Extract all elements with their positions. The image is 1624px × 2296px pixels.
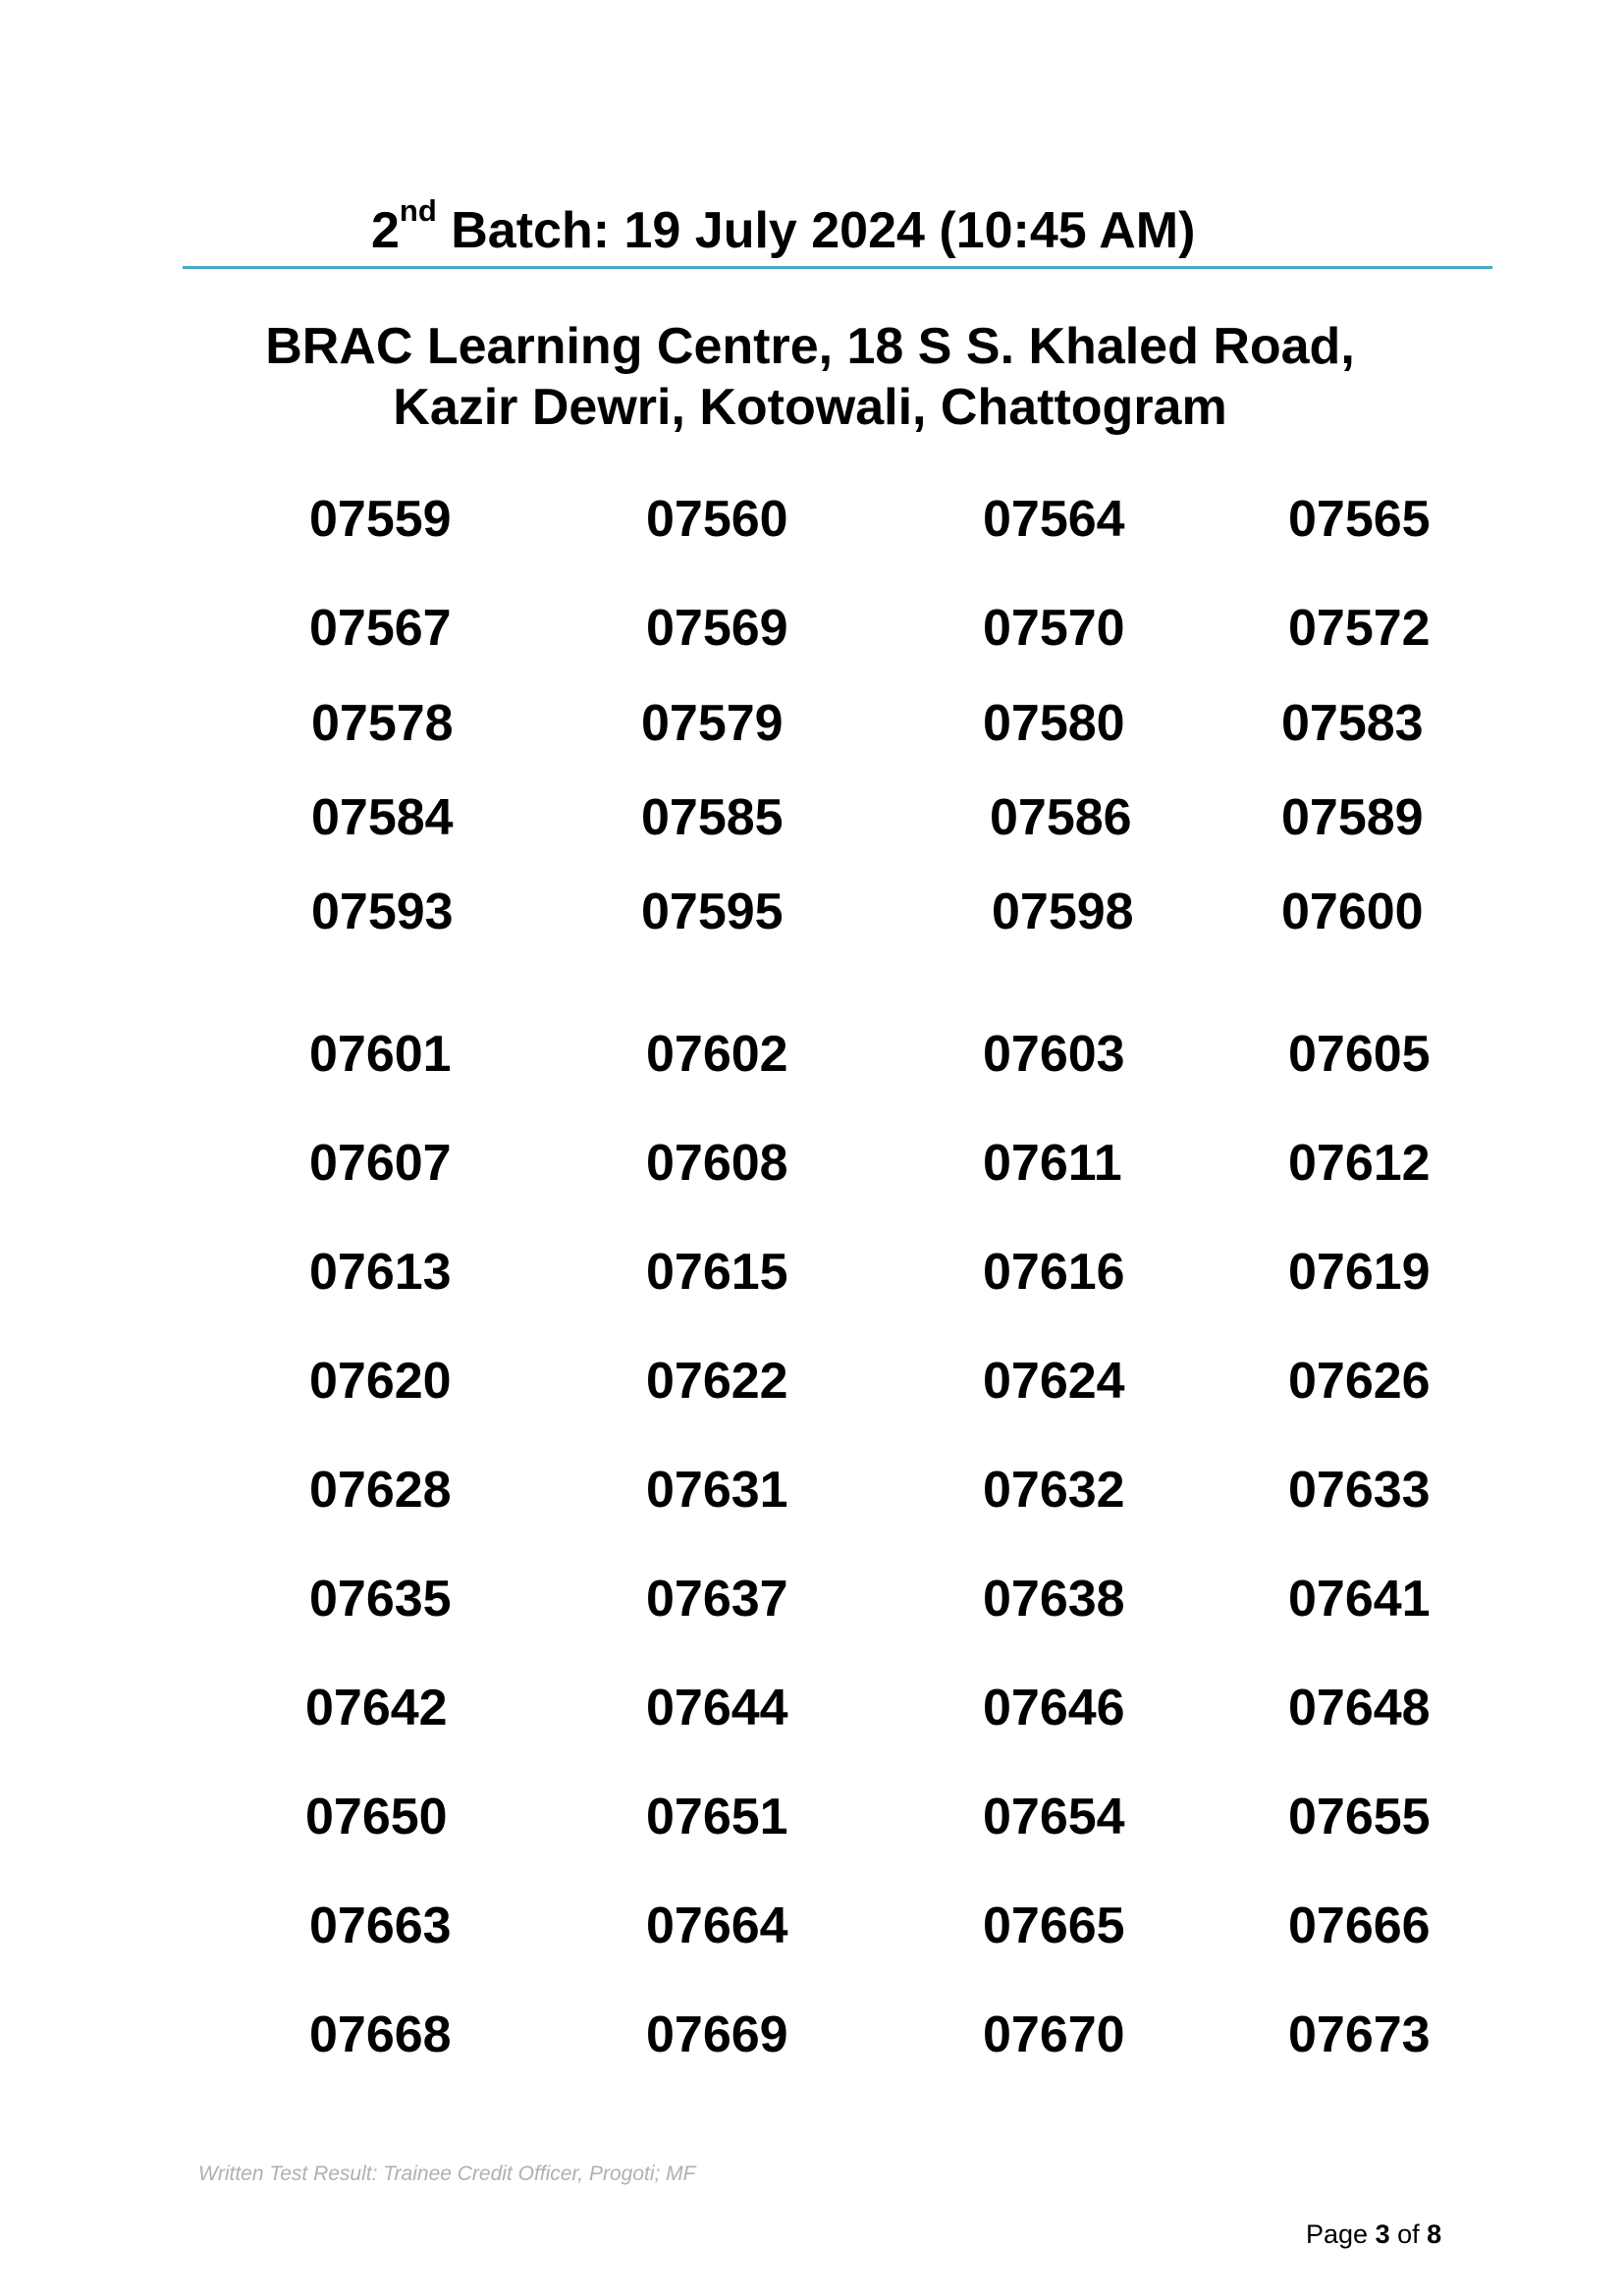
roll-number: 07615 <box>646 1244 788 1301</box>
roll-number: 07605 <box>1288 1026 1431 1083</box>
footer-note: Written Test Result: Trainee Credit Officer, Progoti; MF <box>198 2163 696 2185</box>
roll-number: 07572 <box>1288 600 1431 657</box>
roll-number: 07607 <box>309 1135 452 1192</box>
roll-number: 07600 <box>1281 883 1424 940</box>
roll-number: 07583 <box>1281 695 1424 752</box>
roll-number: 07654 <box>983 1789 1125 1845</box>
roll-number: 07585 <box>641 789 784 846</box>
roll-number: 07579 <box>641 695 784 752</box>
roll-number: 07669 <box>646 2006 788 2063</box>
roll-number: 07626 <box>1288 1353 1431 1410</box>
roll-number: 07637 <box>646 1571 788 1628</box>
roll-number: 07616 <box>983 1244 1125 1301</box>
roll-number: 07648 <box>1288 1680 1431 1736</box>
roll-number: 07665 <box>983 1897 1125 1954</box>
roll-number: 07570 <box>983 600 1125 657</box>
roll-number: 07589 <box>1281 789 1424 846</box>
title-divider <box>183 266 1492 269</box>
roll-number: 07565 <box>1288 491 1431 548</box>
roll-number: 07673 <box>1288 2006 1431 2063</box>
page-number: Page 3 of 8 <box>1306 2219 1442 2249</box>
roll-number: 07646 <box>983 1680 1125 1736</box>
roll-number: 07620 <box>309 1353 452 1410</box>
roll-number: 07624 <box>983 1353 1125 1410</box>
roll-number: 07651 <box>646 1789 788 1845</box>
roll-number: 07650 <box>305 1789 448 1845</box>
roll-number: 07644 <box>646 1680 788 1736</box>
roll-number: 07603 <box>983 1026 1125 1083</box>
roll-number: 07633 <box>1288 1462 1431 1519</box>
roll-number: 07612 <box>1288 1135 1431 1192</box>
batch-number: 2 <box>371 202 400 259</box>
roll-number: 07628 <box>309 1462 452 1519</box>
roll-number: 07666 <box>1288 1897 1431 1954</box>
roll-number: 07564 <box>983 491 1125 548</box>
roll-number: 07578 <box>311 695 454 752</box>
batch-ordinal-suffix: nd <box>399 193 437 228</box>
roll-number: 07638 <box>983 1571 1125 1628</box>
roll-number: 07595 <box>641 883 784 940</box>
venue-line-1: BRAC Learning Centre, 18 S S. Khaled Road, <box>265 318 1355 375</box>
roll-number: 07668 <box>309 2006 452 2063</box>
roll-number: 07655 <box>1288 1789 1431 1845</box>
roll-number: 07608 <box>646 1135 788 1192</box>
roll-number: 07598 <box>992 883 1134 940</box>
roll-number: 07631 <box>646 1462 788 1519</box>
venue-address <box>0 316 1624 438</box>
page-total: 8 <box>1427 2219 1442 2249</box>
roll-number: 07559 <box>309 491 452 548</box>
roll-number: 07567 <box>309 600 452 657</box>
roll-number: 07613 <box>309 1244 452 1301</box>
roll-number: 07619 <box>1288 1244 1431 1301</box>
roll-number: 07586 <box>990 789 1132 846</box>
batch-title <box>371 193 1624 260</box>
roll-number: 07611 <box>983 1135 1122 1192</box>
roll-number: 07560 <box>646 491 788 548</box>
roll-number: 07602 <box>646 1026 788 1083</box>
roll-number: 07569 <box>646 600 788 657</box>
roll-number: 07670 <box>983 2006 1125 2063</box>
batch-date-time: Batch: 19 July 2024 (10:45 AM) <box>436 202 1196 259</box>
roll-number: 07632 <box>983 1462 1125 1519</box>
roll-number: 07642 <box>305 1680 448 1736</box>
roll-number: 07663 <box>309 1897 452 1954</box>
roll-number: 07641 <box>1288 1571 1431 1628</box>
page-current: 3 <box>1375 2219 1390 2249</box>
roll-number: 07664 <box>646 1897 788 1954</box>
roll-number: 07622 <box>646 1353 788 1410</box>
roll-number: 07580 <box>983 695 1125 752</box>
roll-number: 07601 <box>309 1026 452 1083</box>
venue-line-2: Kazir Dewri, Kotowali, Chattogram <box>393 379 1227 436</box>
roll-number: 07584 <box>311 789 454 846</box>
roll-number: 07593 <box>311 883 454 940</box>
roll-number: 07635 <box>309 1571 452 1628</box>
